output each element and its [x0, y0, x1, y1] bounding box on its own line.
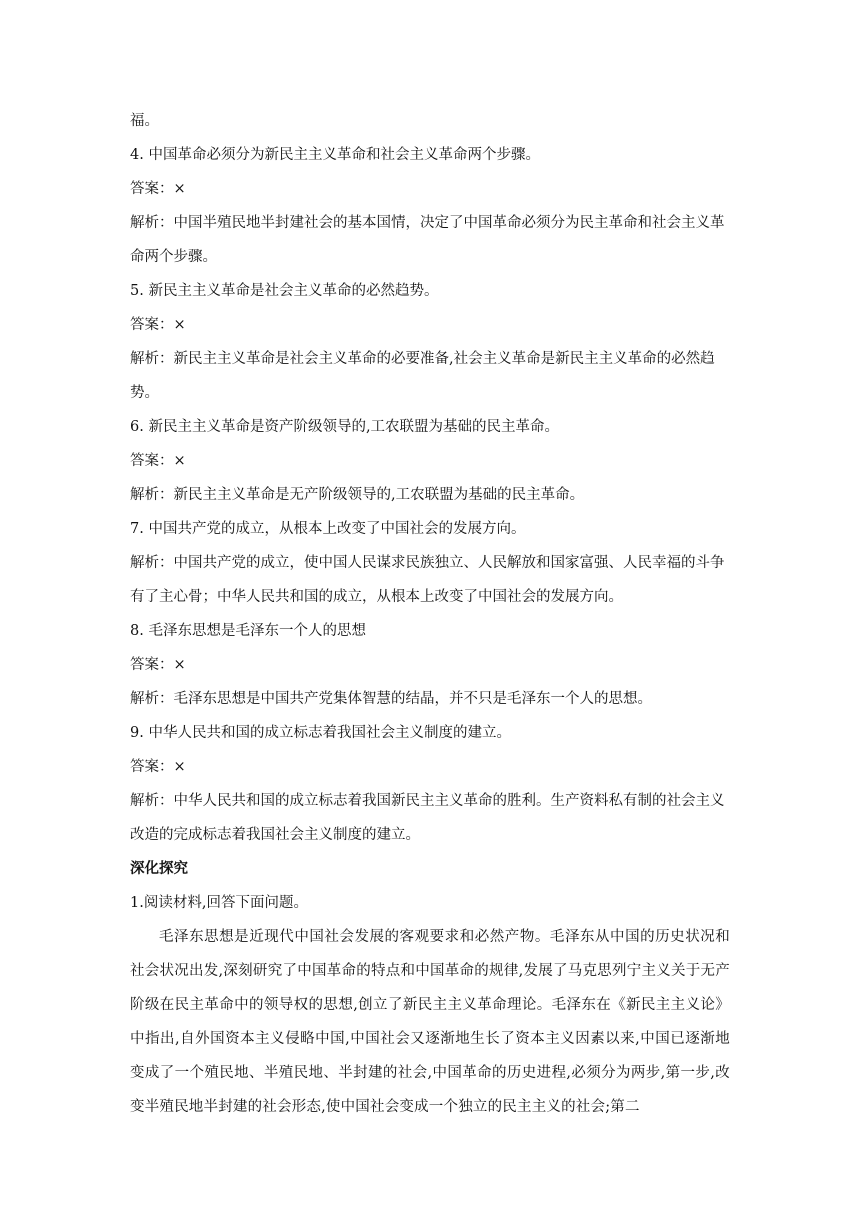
- explanation-9: 解析：中华人民共和国的成立标志着我国新民主主义革命的胜利。生产资料私有制的社会主义改造的完成标志着我国社会主义制度的建立。: [130, 793, 725, 843]
- explanation-5: 解析：新民主主义革命是社会主义革命的必要准备,社会主义革命是新民主主义革命的必然趋势。: [130, 351, 715, 401]
- explanation-7: 解析：中国共产党的成立，使中国人民谋求民族独立、人民解放和国家富强、人民幸福的斗争有了主心骨；中华人民共和国的成立，从根本上改变了中国社会的发展方向。: [130, 555, 725, 605]
- text-line: 福。: [130, 113, 159, 129]
- explanation-6: 解析：新民主主义革命是无产阶级领导的,工农联盟为基础的民主革命。: [130, 487, 585, 503]
- document-page: [130, 104, 730, 1124]
- question-9: 9. 中华人民共和国的成立标志着我国社会主义制度的建立。: [130, 725, 511, 741]
- question-6: 6. 新民主主义革命是资产阶级领导的,工农联盟为基础的民主革命。: [130, 419, 560, 435]
- question-4: 4. 中国革命必须分为新民主主义革命和社会主义革命两个步骤。: [130, 147, 540, 163]
- explanation-8: 解析：毛泽东思想是中国共产党集体智慧的结晶，并不只是毛泽东一个人的思想。: [130, 691, 652, 707]
- answer-8: 答案：×: [130, 657, 186, 673]
- answer-4: 答案：×: [130, 181, 186, 197]
- reading-question: 1.阅读材料,回答下面问题。: [130, 895, 308, 911]
- question-8: 8. 毛泽东思想是毛泽东一个人的思想: [130, 623, 366, 639]
- answer-6: 答案：×: [130, 453, 186, 469]
- section-heading: 深化探究: [130, 861, 188, 877]
- reading-material: 毛泽东思想是近现代中国社会发展的客观要求和必然产物。毛泽东从中国的历史状况和社会状况出发,深刻研究了中国革命的特点和中国革命的规律,发展了马克思列宁主义关于无产阶级在民主革命中的领导权的思想,创立了新民主主义革命理论。毛泽东在《新民主主义论》中指出,自外国资本主义侵略中国,中国社会又逐渐地生长了资本主义因素以来,中国已逐渐地变成了一个殖民地、半殖民地、半封建的社会,中国革命的历史进程,必须分为两步,第一步,改变半殖民地半封建的社会形态,使中国社会变成一个独立的民主主义的社会;第二: [130, 929, 730, 1115]
- explanation-4: 解析：中国半殖民地半封建社会的基本国情，决定了中国革命必须分为民主革命和社会主义革命两个步骤。: [130, 215, 725, 265]
- answer-5: 答案：×: [130, 317, 186, 333]
- question-5: 5. 新民主主义革命是社会主义革命的必然趋势。: [130, 283, 439, 299]
- answer-9: 答案：×: [130, 759, 186, 775]
- question-7: 7. 中国共产党的成立，从根本上改变了中国社会的发展方向。: [130, 521, 526, 537]
